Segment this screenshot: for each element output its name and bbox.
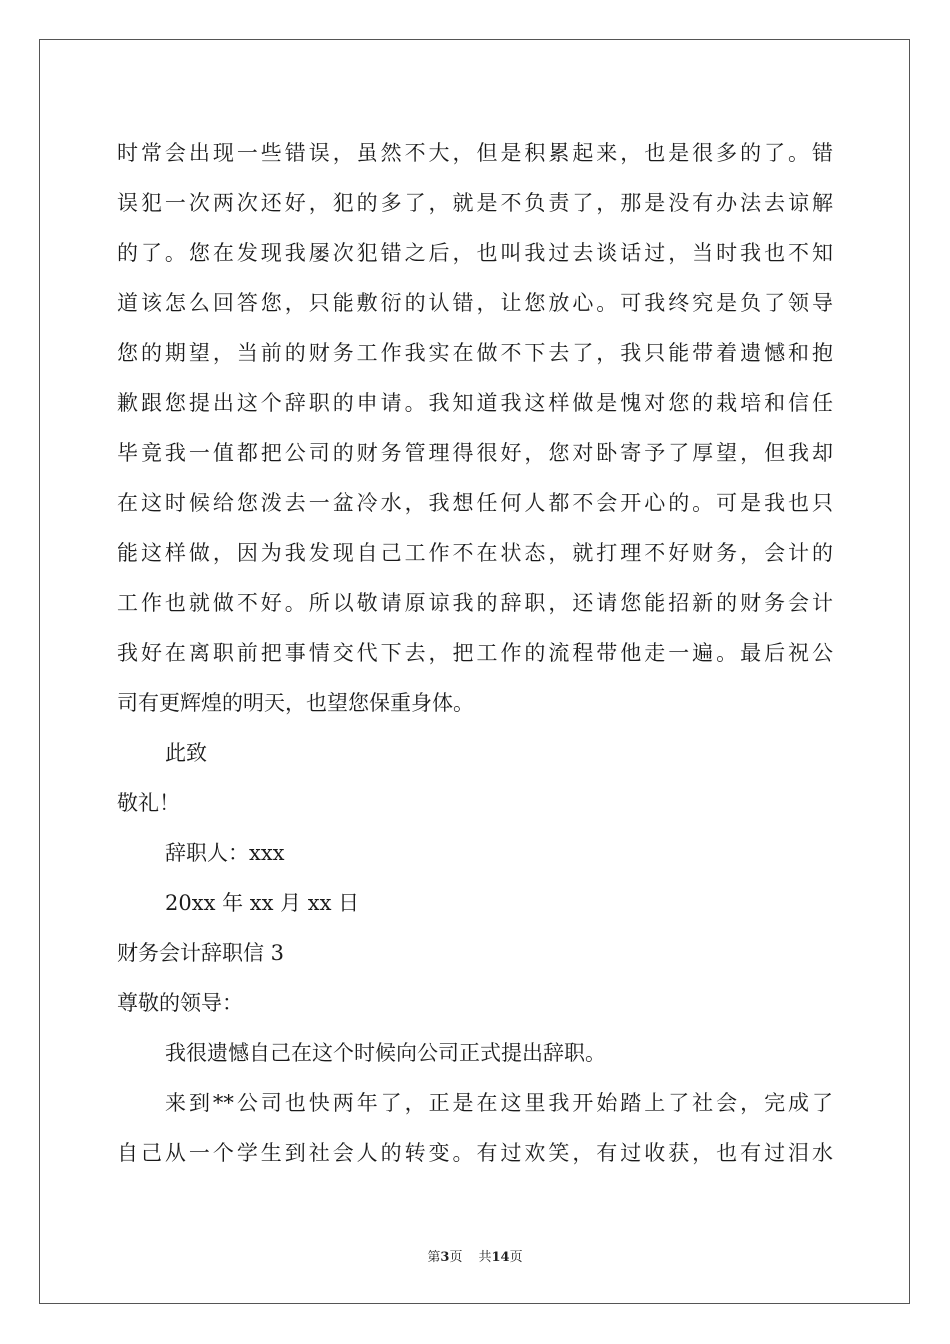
paragraph-line: 我好在离职前把事情交代下去，把工作的流程带他走一遍。最后祝公 <box>117 641 833 665</box>
paragraph-line: 误犯一次两次还好，犯的多了，就是不负责了，那是没有办法去谅解 <box>117 191 833 215</box>
paragraph-line: 您的期望，当前的财务工作我实在做不下去了，我只能带着遗憾和抱 <box>117 341 833 365</box>
footer-page-suffix: 页 <box>449 1250 463 1265</box>
page-footer <box>0 1246 950 1265</box>
paragraph-line: 时常会出现一些错误，虽然不大，但是积累起来，也是很多的了。错 <box>117 141 833 165</box>
footer-page-number: 3 <box>440 1250 450 1265</box>
salutation: 尊敬的领导： <box>117 991 243 1015</box>
date-line: 20xx 年 xx 月 xx 日 <box>165 891 360 915</box>
paragraph-line: 司有更辉煌的明天，也望您保重身体。 <box>117 691 474 715</box>
paragraph-line: 自己从一个学生到社会人的转变。有过欢笑，有过收获，也有过泪水 <box>117 1141 833 1165</box>
paragraph-line: 来到**公司也快两年了，正是在这里我开始踏上了社会，完成了 <box>165 1091 833 1115</box>
closing-cizhi: 此致 <box>165 741 207 765</box>
paragraph-line: 歉跟您提出这个辞职的申请。我知道我这样做是愧对您的栽培和信任 <box>117 391 833 415</box>
footer-page-prefix: 第 <box>427 1250 441 1265</box>
paragraph-line: 工作也就做不好。所以敬请原谅我的辞职，还请您能招新的财务会计 <box>117 591 833 615</box>
footer-total-number: 14 <box>491 1250 510 1265</box>
paragraph-line: 道该怎么回答您，只能敷衍的认错，让您放心。可我终究是负了领导 <box>117 291 833 315</box>
paragraph-line: 能这样做，因为我发现自己工作不在状态，就打理不好财务，会计的 <box>117 541 833 565</box>
footer-total-prefix: 共 <box>478 1250 492 1265</box>
letter-title: 财务会计辞职信 3 <box>117 941 285 965</box>
paragraph-line: 毕竟我一值都把公司的财务管理得很好，您对卧寄予了厚望，但我却 <box>117 441 833 465</box>
signer-line: 辞职人：xxx <box>165 841 285 865</box>
paragraph-line: 的了。您在发现我屡次犯错之后，也叫我过去谈话过，当时我也不知 <box>117 241 833 265</box>
paragraph-line: 我很遗憾自己在这个时候向公司正式提出辞职。 <box>165 1041 606 1065</box>
footer-total-suffix: 页 <box>509 1250 523 1265</box>
closing-jingli: 敬礼！ <box>117 791 180 815</box>
paragraph-line: 在这时候给您泼去一盆冷水，我想任何人都不会开心的。可是我也只 <box>117 491 833 515</box>
document-body <box>117 128 833 1178</box>
